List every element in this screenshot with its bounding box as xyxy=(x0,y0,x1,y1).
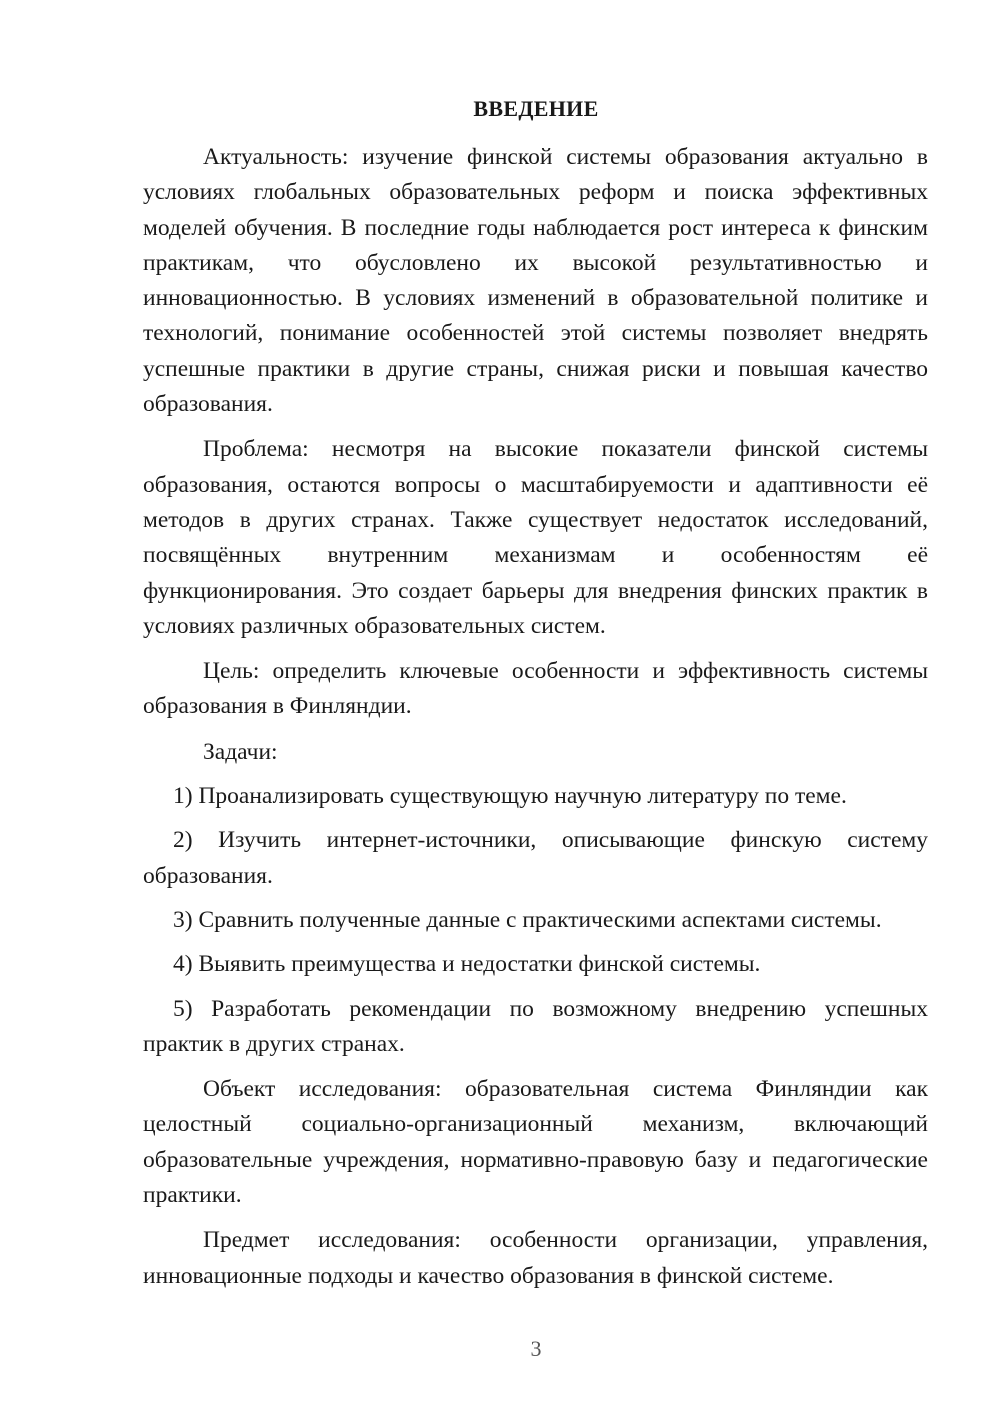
document-body xyxy=(143,140,928,1294)
paragraph-relevance: Актуальность: изучение финской системы образования актуально в условиях глобальных образовательных реформ и поиска эффективных моделей обучения. В последние годы наблюдается рост интереса к финским практикам, что обусловлено их высокой результативностью и инновационностью. В условиях изменений в образовательной политике и технологий, понимание особенностей этой системы позволяет внедрять успешные практики в другие страны, снижая риски и повышая качество образования. xyxy=(143,144,928,418)
paragraph-object: Объект исследования: образовательная система Финляндии как целостный социально-организационный механизм, включающий образовательные учреждения, нормативно-правовую базу и педагогические практики. xyxy=(143,1076,928,1209)
list-item-task-3: 3) Сравнить полученные данные с практическими аспектами системы. xyxy=(173,906,882,933)
section-heading: ВВЕДЕНИЕ xyxy=(473,96,599,121)
page-number: 3 xyxy=(530,1336,542,1361)
list-item-task-4: 4) Выявить преимущества и недостатки финской системы. xyxy=(173,951,761,978)
paragraph-subject: Предмет исследования: особенности организации, управления, инновационные подходы и качество образования в финской системе. xyxy=(143,1227,928,1289)
list-item-task-5: 5) Разработать рекомендации по возможному внедрению успешных практик в других странах. xyxy=(143,995,928,1057)
list-item-task-2: 2) Изучить интернет-источники, описывающие финскую систему образования. xyxy=(143,827,928,889)
list-item-task-1: 1) Проанализировать существующую научную литературу по теме. xyxy=(173,783,847,810)
paragraph-goal: Цель: определить ключевые особенности и эффективность системы образования в Финляндии. xyxy=(143,658,928,720)
paragraph-tasks-heading: Задачи: xyxy=(203,738,278,765)
paragraph-problem: Проблема: несмотря на высокие показатели финской системы образования, остаются вопросы о масштабируемости и адаптивности её методов в других странах. Также существует недостаток исследований, посвящённых внутренним механизмам и особенностям её функционирования. Это создает барьеры для внедрения финских практик в условиях различных образовательных систем. xyxy=(143,436,928,639)
